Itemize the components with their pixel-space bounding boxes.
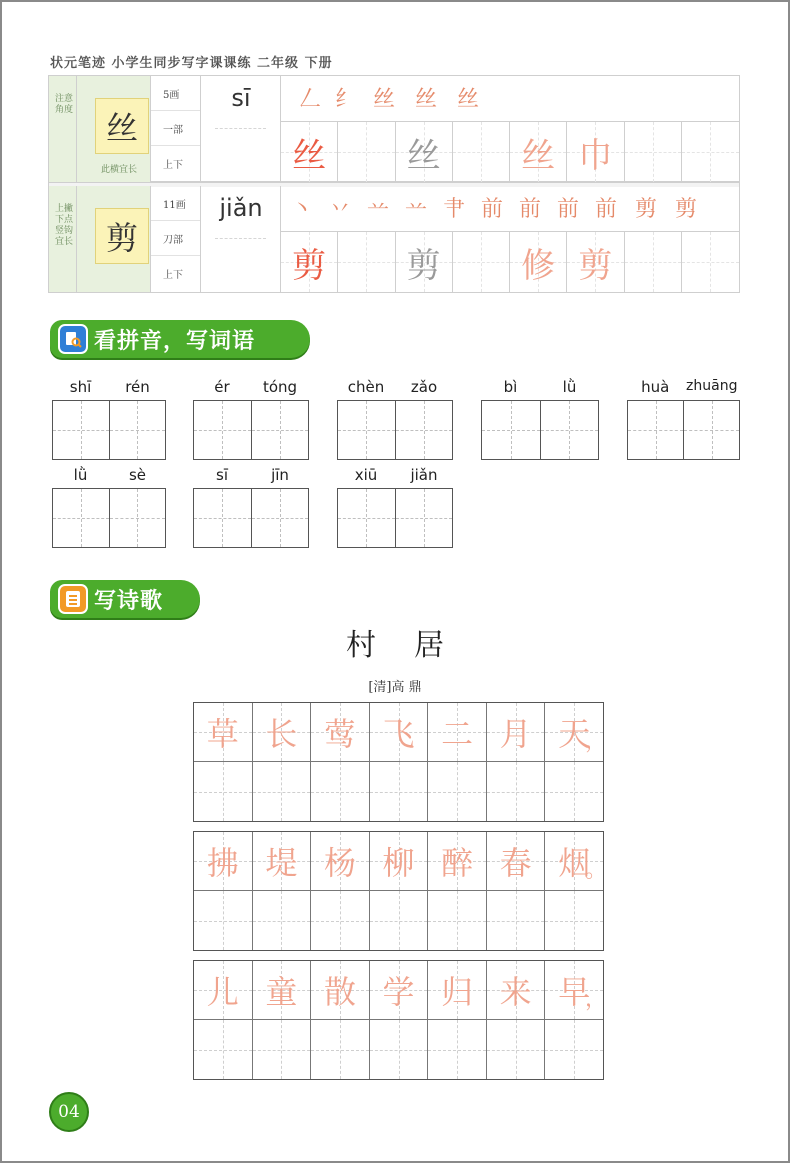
structure: 上下 xyxy=(163,160,183,171)
writing-box[interactable] xyxy=(338,489,396,547)
writing-boxes xyxy=(193,488,309,548)
practice-cell[interactable] xyxy=(625,232,682,292)
practice-cell[interactable] xyxy=(510,122,567,182)
trace-cell[interactable] xyxy=(253,832,312,890)
trace-cell[interactable] xyxy=(194,961,253,1019)
trace-cell[interactable] xyxy=(253,703,312,761)
writing-cell[interactable] xyxy=(545,1020,603,1079)
word-pinyin xyxy=(337,466,453,486)
trace-cell[interactable] xyxy=(428,703,487,761)
practice-grid xyxy=(281,122,739,182)
trace-char: 拂 xyxy=(206,844,239,882)
practice-char: 丝 xyxy=(521,135,556,176)
trace-cell[interactable] xyxy=(487,961,546,1019)
writing-box[interactable] xyxy=(53,489,110,547)
syllable: sè xyxy=(128,466,147,484)
syllable: jiǎn xyxy=(410,466,438,484)
writing-box[interactable] xyxy=(482,401,541,459)
writing-boxes xyxy=(481,400,599,460)
syllable: huà xyxy=(641,378,670,396)
stroke-step: 前 xyxy=(481,197,504,222)
writing-cell[interactable] xyxy=(253,1020,312,1079)
model-character: 丝 xyxy=(95,98,149,154)
trace-char: 散 xyxy=(323,973,356,1011)
practice-cell[interactable] xyxy=(281,122,338,182)
syllable: chèn xyxy=(347,378,385,396)
trace-cell[interactable] xyxy=(487,703,546,761)
writing-cell[interactable] xyxy=(194,762,253,821)
practice-char: 剪 xyxy=(406,245,441,286)
character-pinyin: sī xyxy=(231,84,251,112)
practice-cell[interactable] xyxy=(567,232,624,292)
stroke-step: 前 xyxy=(595,197,618,222)
trace-cell[interactable] xyxy=(545,703,608,761)
syllable: lǜ xyxy=(73,466,88,484)
syllable: xiū xyxy=(354,466,378,484)
trace-char: 柳 xyxy=(382,844,415,882)
guide-line xyxy=(215,128,266,129)
trace-row xyxy=(194,703,608,762)
trace-char: 堤 xyxy=(265,844,298,882)
writing-box[interactable] xyxy=(252,401,309,459)
trace-char: 早 xyxy=(558,973,591,1011)
stroke-step: 䒑 xyxy=(405,197,428,222)
poem-line-block xyxy=(193,960,608,1080)
syllable: sī xyxy=(216,466,228,484)
section-title: 写诗歌 xyxy=(94,588,164,614)
trace-cell[interactable] xyxy=(311,832,370,890)
writing-boxes xyxy=(52,400,166,460)
stroke-step: 䒑 xyxy=(367,197,390,222)
practice-cell[interactable] xyxy=(396,122,453,182)
writing-box[interactable] xyxy=(541,401,599,459)
syllable: ér xyxy=(214,378,230,396)
writing-box[interactable] xyxy=(396,489,453,547)
writing-cell[interactable] xyxy=(194,1020,253,1079)
writing-box[interactable] xyxy=(338,401,396,459)
writing-cell[interactable] xyxy=(428,891,487,950)
writing-boxes xyxy=(52,488,166,548)
trace-char: 烟 xyxy=(558,844,591,882)
writing-box[interactable] xyxy=(252,489,309,547)
character-row xyxy=(49,186,739,292)
blank-row xyxy=(194,762,603,821)
writing-boxes xyxy=(337,400,453,460)
pinyin-column xyxy=(201,186,281,292)
word-pinyin xyxy=(481,378,599,398)
practice-cell[interactable] xyxy=(453,232,510,292)
writing-cell[interactable] xyxy=(370,891,429,950)
word-pinyin xyxy=(627,378,740,398)
practice-cell[interactable] xyxy=(338,232,395,292)
writing-cell[interactable] xyxy=(545,891,603,950)
practice-grid xyxy=(281,232,739,292)
blank-row xyxy=(194,1020,603,1079)
writing-cell[interactable] xyxy=(253,891,312,950)
character-note: 此横宜长 xyxy=(100,165,137,175)
writing-cell[interactable] xyxy=(370,762,429,821)
trace-cell[interactable] xyxy=(545,832,608,890)
character-info xyxy=(151,186,201,292)
writing-tip: 上撇下点 竖钩宜长 xyxy=(49,186,77,292)
practice-char: 丝 xyxy=(292,135,327,176)
word-pinyin xyxy=(52,378,166,398)
trace-char: 月 xyxy=(499,715,532,753)
character-card-column xyxy=(77,76,151,182)
writing-box[interactable] xyxy=(684,401,739,459)
character-card-column xyxy=(77,186,151,292)
writing-cell[interactable] xyxy=(545,762,603,821)
trace-char: 醉 xyxy=(441,844,474,882)
radical: 刀部 xyxy=(151,221,200,256)
trace-char: 天 xyxy=(558,715,591,753)
writing-cell[interactable] xyxy=(311,891,370,950)
writing-box[interactable] xyxy=(110,489,166,547)
writing-cell[interactable] xyxy=(311,762,370,821)
syllable: lǜ xyxy=(562,378,577,396)
syllable: zǎo xyxy=(410,378,438,396)
writing-cell[interactable] xyxy=(311,1020,370,1079)
writing-box[interactable] xyxy=(396,401,453,459)
trace-char: 春 xyxy=(499,844,532,882)
blank-row xyxy=(194,891,603,950)
writing-boxes xyxy=(337,488,453,548)
trace-cell[interactable] xyxy=(428,961,487,1019)
trace-row xyxy=(194,961,608,1020)
practice-cell[interactable] xyxy=(567,122,624,182)
writing-box[interactable] xyxy=(110,401,166,459)
stroke-step: 丝 xyxy=(373,87,396,112)
word-pinyin xyxy=(193,378,309,398)
writing-boxes xyxy=(193,400,309,460)
practice-cell[interactable] xyxy=(625,122,682,182)
stroke-order xyxy=(281,186,739,232)
character-row xyxy=(49,76,739,182)
trace-char: 杨 xyxy=(323,844,356,882)
word-pinyin xyxy=(337,378,453,398)
trace-cell[interactable] xyxy=(194,832,253,890)
section-header-pinyin xyxy=(50,320,310,358)
practice-char: 修 xyxy=(521,245,556,286)
poem-line-block xyxy=(193,702,608,822)
practice-char: 巾 xyxy=(578,135,613,176)
stroke-step: 剪 xyxy=(635,197,658,222)
stroke-step: 剪 xyxy=(675,197,698,222)
trace-char: 莺 xyxy=(323,715,356,753)
writing-boxes xyxy=(627,400,740,460)
practice-cell[interactable] xyxy=(338,122,395,182)
writing-cell[interactable] xyxy=(428,762,487,821)
syllable: jīn xyxy=(271,466,289,484)
trace-char: 草 xyxy=(206,715,239,753)
trace-char: 飞 xyxy=(382,715,415,753)
practice-cell[interactable] xyxy=(281,232,338,292)
practice-cell[interactable] xyxy=(453,122,510,182)
practice-cell[interactable] xyxy=(682,122,739,182)
stroke-step: 前 xyxy=(519,197,542,222)
trace-char: 学 xyxy=(382,973,415,1011)
radical: 一部 xyxy=(151,111,200,146)
trace-cell[interactable] xyxy=(370,832,429,890)
practice-cell[interactable] xyxy=(682,232,739,292)
book-title: 状元笔迹 小学生同步写字课课练 二年级 下册 xyxy=(50,56,333,71)
writing-cell[interactable] xyxy=(487,891,546,950)
trace-cell[interactable] xyxy=(311,961,370,1019)
character-pinyin: jiǎn xyxy=(219,194,263,222)
writing-box[interactable] xyxy=(194,489,252,547)
poem-title: 村居 xyxy=(346,628,482,663)
punctuation: ， xyxy=(585,987,608,1012)
pinyin-column xyxy=(201,76,281,182)
section-header-poem xyxy=(50,580,200,618)
trace-cell[interactable] xyxy=(194,703,253,761)
structure: 上下 xyxy=(163,270,183,281)
writing-cell[interactable] xyxy=(428,1020,487,1079)
stroke-count: 5画 xyxy=(151,76,200,111)
practice-char: 丝 xyxy=(406,135,441,176)
word-pinyin xyxy=(52,466,166,486)
syllable: zhuāng xyxy=(686,378,738,394)
poem-line-block xyxy=(193,831,608,951)
page-number: 04 xyxy=(49,1092,89,1132)
character-info xyxy=(151,76,201,182)
syllable: shī xyxy=(69,378,92,396)
trace-cell[interactable] xyxy=(370,961,429,1019)
stroke-step: 纟 xyxy=(335,87,358,112)
punctuation: 。 xyxy=(585,858,608,883)
stroke-step: 前 xyxy=(557,197,580,222)
section-title: 看拼音，写词语 xyxy=(94,328,256,354)
writing-tip: 注意角度 xyxy=(49,76,77,182)
trace-char: 童 xyxy=(265,973,298,1011)
model-character: 剪 xyxy=(95,208,149,264)
writing-cell[interactable] xyxy=(253,762,312,821)
writing-box[interactable] xyxy=(194,401,252,459)
writing-box[interactable] xyxy=(53,401,110,459)
writing-cell[interactable] xyxy=(370,1020,429,1079)
trace-char: 二 xyxy=(441,715,474,753)
trace-row xyxy=(194,832,608,891)
guide-line xyxy=(215,238,266,239)
word-pinyin xyxy=(193,466,309,486)
stroke-step: 丷 xyxy=(329,197,352,222)
trace-cell[interactable] xyxy=(311,703,370,761)
trace-cell[interactable] xyxy=(253,961,312,1019)
trace-char: 长 xyxy=(265,715,298,753)
syllable: rén xyxy=(125,378,150,396)
syllable: tóng xyxy=(262,378,298,396)
practice-char: 剪 xyxy=(292,245,327,286)
trace-cell[interactable] xyxy=(370,703,429,761)
writing-cell[interactable] xyxy=(487,762,546,821)
practice-char: 剪 xyxy=(578,245,613,286)
notebook-magnifier-icon xyxy=(58,324,88,354)
writing-cell[interactable] xyxy=(487,1020,546,1079)
stroke-step: 丝 xyxy=(415,87,438,112)
trace-cell[interactable] xyxy=(545,961,608,1019)
list-notebook-icon xyxy=(58,584,88,614)
writing-box[interactable] xyxy=(628,401,684,459)
stroke-order xyxy=(281,76,739,122)
syllable: bì xyxy=(503,378,518,396)
stroke-count: 11画 xyxy=(151,186,200,221)
practice-cell[interactable] xyxy=(396,232,453,292)
stroke-step: 𠃋 xyxy=(299,87,322,112)
stroke-step: 丶 xyxy=(291,197,314,222)
practice-cell[interactable] xyxy=(510,232,567,292)
trace-char: 儿 xyxy=(206,973,239,1011)
trace-cell[interactable] xyxy=(487,832,546,890)
trace-cell[interactable] xyxy=(428,832,487,890)
stroke-step: 丝 xyxy=(457,87,480,112)
character-practice-table xyxy=(48,75,740,293)
writing-cell[interactable] xyxy=(194,891,253,950)
punctuation: ， xyxy=(585,729,608,754)
poem-author: [清]高 鼎 xyxy=(368,680,422,695)
trace-char: 归 xyxy=(441,973,474,1011)
stroke-step: 肀 xyxy=(443,197,466,222)
trace-char: 来 xyxy=(499,973,532,1011)
